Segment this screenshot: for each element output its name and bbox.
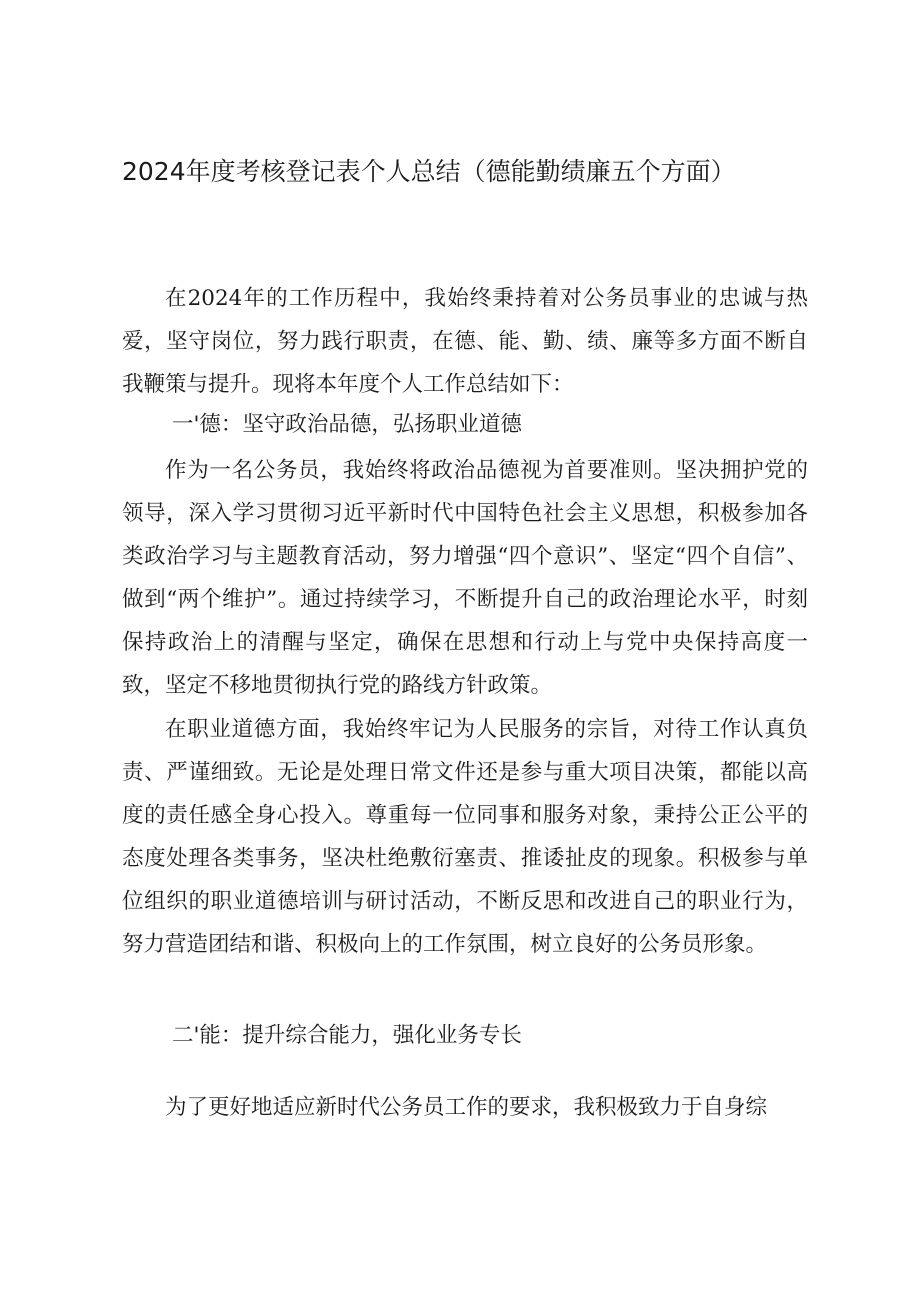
document-title: 2024年度考核登记表个人总结（德能勤绩廉五个方面） [122, 157, 736, 186]
section-heading-de: 一'德：坚守政治品德，弘扬职业道德 [172, 412, 522, 437]
de-paragraph-political: 作为一名公务员，我始终将政治品德视为首要准则。坚决拥护党的领导，深入学习贯彻习近平新时代中国特色社会主义思想，积极参加各类政治学习与主题教育活动，努力增强“四个意识”、坚定“四个自信”、做到“两个维护”。通过持续学习，不断提升自己的政治理论水平，时刻保持政治上的清醒与坚定，确保在思想和行动上与党中央保持高度一致，坚定不移地贯彻执行党的路线方针政策。 [122, 458, 808, 698]
de-paragraph-professional-ethics: 在职业道德方面，我始终牢记为人民服务的宗旨，对待工作认真负责、严谨细致。无论是处理日常文件还是参与重大项目决策，都能以高度的责任感全身心投入。尊重每一位同事和服务对象，秉持公正公平的态度处理各类事务，坚决杜绝敷衍塞责、推诿扯皮的现象。积极参与单位组织的职业道德培训与研讨活动，不断反思和改进自己的职业行为，努力营造团结和谐、积极向上的工作氛围，树立良好的公务员形象。 [122, 717, 808, 957]
section-heading-neng: 二'能：提升综合能力，强化业务专长 [172, 1023, 522, 1048]
neng-paragraph: 为了更好地适应新时代公务员工作的要求，我积极致力于自身综 [165, 1095, 768, 1120]
intro-paragraph: 在2024年的工作历程中，我始终秉持着对公务员事业的忠诚与热爱，坚守岗位，努力践行职责，在德、能、勤、绩、廉等多方面不断自我鞭策与提升。现将本年度个人工作总结如下： [122, 286, 808, 397]
